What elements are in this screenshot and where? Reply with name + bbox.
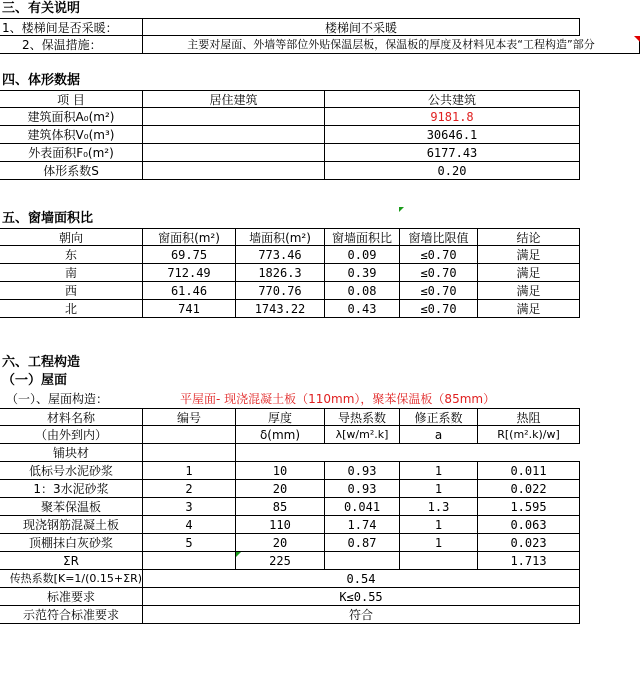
sec5-header-win: 窗面积(m²) — [143, 228, 236, 246]
sum-row — [0, 552, 642, 570]
material-number[interactable]: 2 — [143, 480, 236, 498]
dir-cell: 东 — [0, 246, 143, 264]
table-row — [0, 300, 642, 318]
result-cell[interactable]: 满足 — [478, 300, 580, 318]
roof-construction-label: （一）、屋面构造： — [6, 392, 109, 406]
win-cell[interactable]: 69.75 — [143, 246, 236, 264]
surface-area-pub[interactable]: 6177.43 — [325, 144, 580, 162]
sec3-title: 三、有关说明 — [2, 1, 81, 16]
limit-cell[interactable]: ≤0.70 — [400, 246, 478, 264]
wall-cell[interactable]: 1743.22 — [236, 300, 325, 318]
material-name: 现浇钢筋混凝土板 — [0, 516, 143, 534]
hdr-resistance-unit: R[(m².k)/w] — [478, 426, 580, 444]
material-lambda[interactable]: 0.87 — [325, 534, 400, 552]
hdr-correction-unit: a — [400, 426, 478, 444]
sec3-title-row — [0, 0, 642, 18]
dir-cell: 北 — [0, 300, 143, 318]
roof-subtitle: （一）屋面 — [2, 373, 68, 388]
table-row — [0, 162, 642, 180]
sec4-header-item: 项 目 — [0, 90, 143, 108]
material-lambda[interactable]: 0.041 — [325, 498, 400, 516]
material-r[interactable]: 1.595 — [478, 498, 580, 516]
table-row — [0, 144, 642, 162]
material-number[interactable]: 4 — [143, 516, 236, 534]
table-row — [0, 516, 642, 534]
note-marker-icon[interactable] — [236, 552, 241, 557]
table-row — [0, 108, 642, 126]
k-label-text: 传热系数[K=1/(0.15+ΣR) — [9, 572, 142, 585]
roof-header-row1 — [0, 408, 642, 426]
sec6-sub-row — [0, 372, 642, 390]
sec4-header-residential: 居住建筑 — [143, 90, 325, 108]
material-a[interactable]: 1.3 — [400, 498, 478, 516]
limit-cell[interactable]: ≤0.70 — [400, 300, 478, 318]
sec5-title: 五、窗墙面积比 — [2, 211, 94, 226]
comment-marker-icon[interactable] — [634, 36, 640, 42]
roof-header-row2 — [0, 426, 642, 444]
hdr-thickness: 厚度 — [236, 408, 325, 426]
hdr-material: 材料名称 — [0, 408, 143, 426]
material-thickness[interactable]: 110 — [236, 516, 325, 534]
k-value[interactable]: 0.54 — [143, 570, 580, 588]
material-a[interactable]: 1 — [400, 480, 478, 498]
result-cell[interactable]: 满足 — [478, 246, 580, 264]
material-name: 低标号水泥砂浆 — [0, 462, 143, 480]
shape-coef-res[interactable] — [143, 162, 325, 180]
conformance-label: 示范符合标准要求 — [0, 606, 143, 624]
sec4-title: 四、体形数据 — [2, 73, 81, 88]
material-r[interactable]: 0.022 — [478, 480, 580, 498]
build-area-pub[interactable]: 9181.8 — [325, 108, 580, 126]
dir-cell: 南 — [0, 264, 143, 282]
table-row — [0, 480, 642, 498]
ratio-cell[interactable]: 0.09 — [325, 246, 400, 264]
material-name: 聚苯保温板 — [0, 498, 143, 516]
k-row — [0, 570, 642, 588]
sec6-title: 六、工程构造 — [2, 355, 81, 370]
dir-cell: 西 — [0, 282, 143, 300]
sum-resistance[interactable]: 1.713 — [478, 552, 580, 570]
paving-blank[interactable] — [236, 444, 580, 462]
sum-thickness[interactable]: 225 — [236, 552, 325, 570]
table-row — [0, 534, 642, 552]
build-area-label: 建筑面积A₀(m²) — [0, 108, 143, 126]
build-volume-pub[interactable]: 30646.1 — [325, 126, 580, 144]
insulation-value[interactable]: 主要对屋面、外墙等部位外贴保温层板，保温板的厚度及材料见本表“工程构造”部分 — [143, 36, 640, 54]
hdr-number: 编号 — [143, 408, 236, 426]
material-lambda[interactable]: 1.74 — [325, 516, 400, 534]
sec3-row1 — [0, 18, 642, 36]
sec5-header-wall: 墙面积(m²) — [236, 228, 325, 246]
surface-area-res[interactable] — [143, 144, 325, 162]
material-number[interactable]: 5 — [143, 534, 236, 552]
table-row — [0, 498, 642, 516]
standard-value[interactable]: K≤0.55 — [143, 588, 580, 606]
table-row — [0, 444, 642, 462]
table-row — [0, 126, 642, 144]
material-r[interactable]: 0.011 — [478, 462, 580, 480]
roof-construction-value[interactable]: 平屋面- 现浇混凝土板（110mm），聚苯保温板（85mm） — [180, 392, 496, 406]
shape-coef-pub[interactable]: 0.20 — [325, 162, 580, 180]
material-a[interactable]: 1 — [400, 516, 478, 534]
material-number[interactable]: 1 — [143, 462, 236, 480]
win-cell[interactable]: 61.46 — [143, 282, 236, 300]
standard-label: 标准要求 — [0, 588, 143, 606]
hdr-conductivity: 导热系数 — [325, 408, 400, 426]
hdr-material-order: （由外到内） — [0, 426, 143, 444]
conformance-value[interactable]: 符合 — [143, 606, 580, 624]
hdr-resistance: 热阻 — [478, 408, 580, 426]
conformance-row — [0, 606, 642, 624]
result-cell[interactable]: 满足 — [478, 282, 580, 300]
material-r[interactable]: 0.063 — [478, 516, 580, 534]
sec5-header-dir: 朝向 — [0, 228, 143, 246]
surface-area-label: 外表面积F₀(m²) — [0, 144, 143, 162]
hdr-number-unit — [143, 426, 236, 444]
table-row — [0, 462, 642, 480]
build-volume-label: 建筑体积V₀(m³) — [0, 126, 143, 144]
hdr-thickness-unit: δ(mm) — [236, 426, 325, 444]
k-label — [0, 570, 143, 588]
sec4-title-row — [0, 72, 642, 90]
material-thickness[interactable]: 20 — [236, 480, 325, 498]
sum-number[interactable] — [143, 552, 236, 570]
material-thickness[interactable]: 10 — [236, 462, 325, 480]
table-row — [0, 246, 642, 264]
result-cell[interactable]: 满足 — [478, 264, 580, 282]
ratio-cell[interactable]: 0.08 — [325, 282, 400, 300]
sec5-header-row — [0, 228, 642, 246]
material-thickness[interactable]: 85 — [236, 498, 325, 516]
material-name: 1：3水泥砂浆 — [0, 480, 143, 498]
sec6-title-row — [0, 354, 642, 372]
limit-cell[interactable]: ≤0.70 — [400, 264, 478, 282]
sum-a[interactable] — [400, 552, 478, 570]
material-name: 顶棚抹白灰砂浆 — [0, 534, 143, 552]
win-cell[interactable]: 712.49 — [143, 264, 236, 282]
paving-label: 铺块材 — [0, 444, 143, 462]
material-r[interactable]: 0.023 — [478, 534, 580, 552]
material-lambda[interactable]: 0.93 — [325, 480, 400, 498]
sec5-header-limit: 窗墙比限值 — [400, 228, 478, 246]
hdr-conductivity-unit: λ[w/m².k] — [325, 426, 400, 444]
sec4-header-row — [0, 90, 642, 108]
ratio-cell[interactable]: 0.43 — [325, 300, 400, 318]
sec3-row2 — [0, 36, 642, 54]
table-row — [0, 264, 642, 282]
material-lambda[interactable]: 0.93 — [325, 462, 400, 480]
stair-heating-value[interactable]: 楼梯间不采暖 — [143, 18, 580, 36]
sec5-title-row — [0, 210, 642, 228]
insulation-label: 2、保温措施： — [0, 36, 143, 54]
shape-coef-label: 体形系数S — [0, 162, 143, 180]
wall-cell[interactable]: 773.46 — [236, 246, 325, 264]
material-a[interactable]: 1 — [400, 534, 478, 552]
sec5-header-ratio: 窗墙面积比 — [325, 228, 400, 246]
win-cell[interactable]: 741 — [143, 300, 236, 318]
build-volume-res[interactable] — [143, 126, 325, 144]
material-number[interactable]: 3 — [143, 498, 236, 516]
material-a[interactable]: 1 — [400, 462, 478, 480]
limit-cell[interactable]: ≤0.70 — [400, 282, 478, 300]
wall-cell[interactable]: 770.76 — [236, 282, 325, 300]
material-thickness[interactable]: 20 — [236, 534, 325, 552]
sec5-header-result: 结论 — [478, 228, 580, 246]
roof-construction-row — [0, 390, 642, 408]
hdr-correction: 修正系数 — [400, 408, 478, 426]
wall-cell[interactable]: 1826.3 — [236, 264, 325, 282]
stair-heating-label: 1、楼梯间是否采暖： — [0, 18, 143, 36]
sum-label: ΣR — [0, 552, 143, 570]
build-area-res[interactable] — [143, 108, 325, 126]
sum-lambda[interactable] — [325, 552, 400, 570]
sec4-header-public: 公共建筑 — [325, 90, 580, 108]
table-row — [0, 282, 642, 300]
paving-number[interactable] — [143, 444, 236, 462]
ratio-cell[interactable]: 0.39 — [325, 264, 400, 282]
standard-row — [0, 588, 642, 606]
